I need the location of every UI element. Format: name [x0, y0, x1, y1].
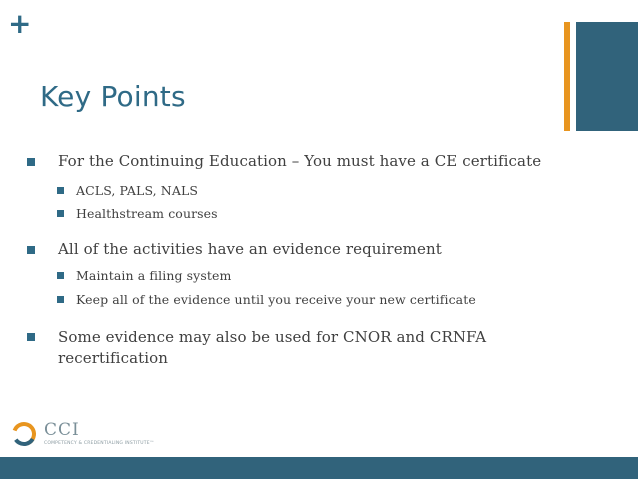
square-bullet-icon: [27, 158, 35, 166]
bullet-text: For the Continuing Education – You must have a CE certificate: [58, 152, 542, 170]
logo-tagline: COMPETENCY & CREDENTIALING INSTITUTE™: [44, 441, 155, 446]
bullet-item: [58, 152, 541, 170]
square-bullet-icon: [57, 210, 64, 217]
sub-bullet-text: Keep all of the evidence until you receive your new certificate: [76, 292, 476, 307]
footer-bar: [0, 457, 638, 479]
square-bullet-icon: [27, 333, 35, 341]
plus-icon: +: [8, 7, 32, 40]
bullet-item: [58, 327, 538, 369]
sub-bullet-text: Healthstream courses: [76, 206, 218, 221]
sub-bullet-item: [76, 268, 231, 283]
square-bullet-icon: [57, 272, 64, 279]
sub-bullet-item: [76, 183, 198, 198]
sub-bullet-text: ACLS, PALS, NALS: [76, 183, 199, 198]
sub-bullet-text: Maintain a filing system: [76, 268, 232, 283]
bullet-text: All of the activities have an evidence requirement: [58, 240, 442, 258]
cci-logo-icon: [12, 419, 182, 451]
sub-bullet-item: [76, 292, 476, 307]
sub-bullet-item: [76, 206, 218, 221]
logo-name: CCI: [44, 420, 80, 440]
square-bullet-icon: [27, 246, 35, 254]
square-bullet-icon: [57, 296, 64, 303]
slide-title: Key Points: [40, 80, 186, 113]
bullet-text: Some evidence may also be used for CNOR and CRNFA recertification: [58, 328, 487, 367]
square-bullet-icon: [57, 187, 64, 194]
bullet-item: [58, 240, 442, 258]
